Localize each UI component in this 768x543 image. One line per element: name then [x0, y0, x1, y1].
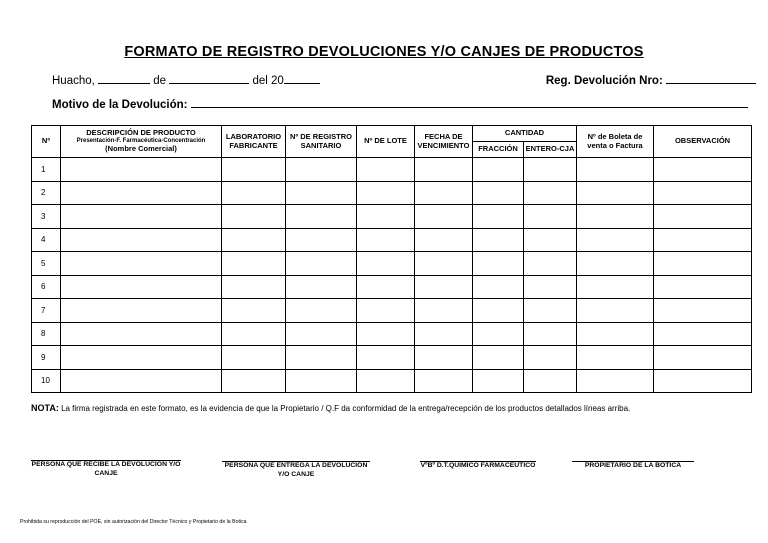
- table-cell[interactable]: [222, 369, 286, 393]
- table-cell[interactable]: [286, 205, 357, 229]
- table-cell[interactable]: [357, 275, 415, 299]
- table-cell[interactable]: [415, 158, 473, 182]
- reg-devolucion: [546, 73, 756, 87]
- col-fecha-header: FECHA DE VENCIMIENTO: [415, 126, 473, 158]
- table-cell[interactable]: [61, 275, 222, 299]
- table-cell[interactable]: [654, 369, 752, 393]
- table-cell[interactable]: [61, 252, 222, 276]
- table-cell[interactable]: [286, 275, 357, 299]
- table-cell[interactable]: [61, 205, 222, 229]
- table-cell[interactable]: [524, 299, 577, 323]
- nota-text: La firma registrada en este formato, es la evidencia de que la Propietario / Q.F da conformidad de la entrega/recepción de los productos detallados líneas arriba.: [61, 404, 631, 413]
- table-row: [32, 252, 752, 276]
- table-cell[interactable]: [577, 346, 654, 370]
- table-cell[interactable]: [61, 228, 222, 252]
- signature-recibe-label: PERSONA QUE RECIBE LA DEVOLUCION Y/O CANJE: [31, 461, 181, 477]
- table-cell[interactable]: [577, 252, 654, 276]
- table-cell[interactable]: [286, 252, 357, 276]
- table-cell[interactable]: [473, 158, 524, 182]
- col-fraccion-header: FRACCIÓN: [473, 142, 524, 158]
- table-cell[interactable]: [473, 322, 524, 346]
- table-row: [32, 322, 752, 346]
- col-boleta-header: Nº de Boleta de venta o Factura: [577, 126, 654, 158]
- table-cell[interactable]: [577, 322, 654, 346]
- signature-recibe: [31, 460, 181, 479]
- table-cell[interactable]: [524, 158, 577, 182]
- products-table: [31, 125, 752, 393]
- table-row: [32, 205, 752, 229]
- table-cell[interactable]: [524, 252, 577, 276]
- table-cell[interactable]: [473, 346, 524, 370]
- table-cell[interactable]: [473, 299, 524, 323]
- col-lab-header: LABORATORIO FABRICANTE: [222, 126, 286, 158]
- col-cantidad-header: CANTIDAD: [473, 126, 577, 142]
- table-cell[interactable]: [654, 205, 752, 229]
- table-row: [32, 369, 752, 393]
- table-cell[interactable]: [415, 275, 473, 299]
- table-cell[interactable]: [473, 252, 524, 276]
- col-num-header: Nº: [32, 126, 61, 158]
- table-cell[interactable]: [415, 228, 473, 252]
- table-cell[interactable]: [357, 369, 415, 393]
- table-cell[interactable]: [61, 322, 222, 346]
- table-row: [32, 346, 752, 370]
- signature-entrega: PERSONA QUE ENTREGA LA DEVOLUCION Y/O CANJE: [222, 461, 370, 480]
- table-cell[interactable]: [524, 228, 577, 252]
- motivo-line: [52, 97, 748, 111]
- motivo-field[interactable]: [191, 97, 748, 108]
- table-cell[interactable]: [473, 205, 524, 229]
- table-cell[interactable]: [222, 205, 286, 229]
- row-number: 9: [32, 346, 61, 370]
- row-number: 8: [32, 322, 61, 346]
- motivo-label: Motivo de la Devolución:: [52, 99, 188, 111]
- table-cell[interactable]: [357, 181, 415, 205]
- table-cell[interactable]: [473, 228, 524, 252]
- table-cell[interactable]: [61, 299, 222, 323]
- table-cell[interactable]: [577, 299, 654, 323]
- table-cell[interactable]: [61, 181, 222, 205]
- table-cell[interactable]: [286, 228, 357, 252]
- table-cell[interactable]: [357, 322, 415, 346]
- row-number: 3: [32, 205, 61, 229]
- table-cell[interactable]: [654, 275, 752, 299]
- col-desc-header: [61, 126, 222, 158]
- table-cell[interactable]: [577, 369, 654, 393]
- table-cell[interactable]: [415, 181, 473, 205]
- table-cell[interactable]: [524, 181, 577, 205]
- row-number: 6: [32, 275, 61, 299]
- year-field[interactable]: [284, 73, 320, 84]
- table-cell[interactable]: [577, 205, 654, 229]
- reg-label: Reg. Devolución Nro:: [545, 75, 663, 87]
- table-row: [32, 228, 752, 252]
- table-cell[interactable]: [357, 158, 415, 182]
- nota-label: NOTA:: [31, 403, 59, 413]
- col-lote-header: Nº DE LOTE: [357, 126, 415, 158]
- month-field[interactable]: [169, 73, 249, 84]
- table-cell[interactable]: [357, 252, 415, 276]
- table-cell[interactable]: [286, 299, 357, 323]
- table-cell[interactable]: [577, 158, 654, 182]
- col-desc-note: (Nombre Comercial): [105, 143, 177, 153]
- table-cell[interactable]: [286, 369, 357, 393]
- table-cell[interactable]: [415, 252, 473, 276]
- table-cell[interactable]: [415, 346, 473, 370]
- table-cell[interactable]: [473, 181, 524, 205]
- table-cell[interactable]: [357, 205, 415, 229]
- table-cell[interactable]: [654, 322, 752, 346]
- table-cell[interactable]: [357, 346, 415, 370]
- table-cell[interactable]: [357, 228, 415, 252]
- table-cell[interactable]: [61, 346, 222, 370]
- table-row: [32, 158, 752, 182]
- table-cell[interactable]: [61, 369, 222, 393]
- table-cell[interactable]: [415, 369, 473, 393]
- table-cell[interactable]: [654, 346, 752, 370]
- table-cell[interactable]: [415, 205, 473, 229]
- table-cell[interactable]: [577, 181, 654, 205]
- reg-number-field[interactable]: [666, 73, 756, 84]
- row-number: 4: [32, 228, 61, 252]
- table-row: [32, 275, 752, 299]
- table-cell[interactable]: [473, 275, 524, 299]
- table-cell[interactable]: [654, 252, 752, 276]
- row-number: 2: [32, 181, 61, 205]
- table-row: [32, 299, 752, 323]
- table-cell[interactable]: [654, 181, 752, 205]
- footer-note: Prohibida su reproducción del POE, sin autorización del Director Técnico y Propietario de la Botica: [20, 519, 247, 525]
- table-cell[interactable]: [524, 346, 577, 370]
- day-field[interactable]: [98, 73, 150, 84]
- table-cell[interactable]: [222, 158, 286, 182]
- table-cell[interactable]: [524, 275, 577, 299]
- table-cell[interactable]: [222, 181, 286, 205]
- del-label: del 20: [252, 75, 284, 87]
- table-cell[interactable]: [286, 346, 357, 370]
- table-cell[interactable]: [524, 205, 577, 229]
- col-desc-subtitle: Presentación-F. Farmacéutica-Concentración: [76, 138, 206, 145]
- table-cell[interactable]: [357, 299, 415, 323]
- document-title: FORMATO DE REGISTRO DEVOLUCIONES Y/O CANJES DE PRODUCTOS: [124, 44, 644, 60]
- col-obs-header: OBSERVACIÓN: [654, 126, 752, 158]
- table-cell[interactable]: [654, 299, 752, 323]
- col-reg-header: Nº DE REGISTRO SANITARIO: [286, 126, 357, 158]
- table-cell[interactable]: [61, 158, 222, 182]
- table-cell[interactable]: [524, 322, 577, 346]
- table-cell[interactable]: [524, 369, 577, 393]
- place-label: Huacho,: [52, 75, 95, 87]
- table-cell[interactable]: [222, 228, 286, 252]
- table-cell[interactable]: [577, 228, 654, 252]
- table-cell[interactable]: [222, 322, 286, 346]
- table-cell[interactable]: [415, 322, 473, 346]
- table-cell[interactable]: [286, 158, 357, 182]
- table-cell[interactable]: [222, 346, 286, 370]
- table-cell[interactable]: [222, 299, 286, 323]
- table-cell[interactable]: [286, 181, 357, 205]
- nota: [31, 403, 630, 413]
- table-cell[interactable]: [654, 228, 752, 252]
- table-cell[interactable]: [577, 275, 654, 299]
- row-number: 5: [32, 252, 61, 276]
- table-row: [32, 181, 752, 205]
- table-cell[interactable]: [473, 369, 524, 393]
- date-line: [52, 73, 320, 87]
- signature-qf: VºBº D.T.QUIMICO FARMACEUTICO: [420, 462, 536, 469]
- signature-propietario: PROPIETARIO DE LA BOTICA: [572, 461, 694, 471]
- col-entero-header: ENTERO-CJA: [524, 142, 577, 158]
- col-desc-title: DESCRIPCIÓN DE PRODUCTO: [86, 128, 196, 138]
- row-number: 7: [32, 299, 61, 323]
- table-cell[interactable]: [286, 322, 357, 346]
- table-cell[interactable]: [654, 158, 752, 182]
- de-label: de: [153, 75, 167, 87]
- table-cell[interactable]: [222, 252, 286, 276]
- table-cell[interactable]: [222, 275, 286, 299]
- row-number: 1: [32, 158, 61, 182]
- row-number: 10: [32, 369, 61, 393]
- table-cell[interactable]: [415, 299, 473, 323]
